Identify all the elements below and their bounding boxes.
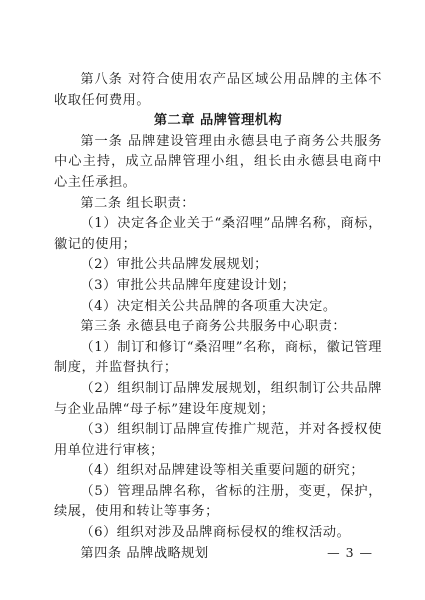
list-item: （1）决定各企业关于“桑沼哩”品牌名称，商标，徽记的使用； [54, 216, 382, 252]
list-item: （1）制订和修订“桑沼哩”名称，商标，徽记管理制度，并监督执行； [54, 339, 382, 376]
article-2-paragraph: 第二条 组长职责： [80, 195, 196, 211]
list-item: （3）组织制订品牌宣传推广规范，并对各授权使用单位进行审核； [54, 422, 382, 458]
article-4-paragraph: 第四条 品牌战略规划 [80, 545, 209, 561]
list-item: （2）组织制订品牌发展规划，组织制订公共品牌与企业品牌“母子标”建设年度规划； [54, 380, 382, 417]
page-number: — 3 — [327, 545, 373, 560]
list-item: （2）审批公共品牌发展规划； [80, 257, 268, 273]
list-item: （5）管理品牌名称，省标的注册，变更，保护，续展，使用和转让等事务； [54, 483, 382, 520]
list-item: （6）组织对涉及品牌商标侵权的维权活动。 [80, 525, 351, 541]
article-3-paragraph: 第三条 永德县电子商务公共服务中心职责： [80, 319, 347, 335]
list-item: （3）审批公共品牌年度建设计划； [80, 277, 296, 293]
article-8-paragraph: 第八条 对符合使用农产品区域公用品牌的主体不收取任何费用。 [54, 72, 382, 108]
chapter-2-heading: 第二章 品牌管理机构 [153, 113, 283, 129]
article-1-paragraph: 第一条 品牌建设管理由永德县电子商务公共服务中心主持，成立品牌管理小组，组长由永德县电商中心主任承担。 [54, 133, 382, 190]
list-item: （4）组织对品牌建设等相关重要问题的研究； [80, 463, 365, 479]
document-body [54, 70, 382, 564]
list-item: （4）决定相关公共品牌的各项重大决定。 [80, 298, 337, 314]
